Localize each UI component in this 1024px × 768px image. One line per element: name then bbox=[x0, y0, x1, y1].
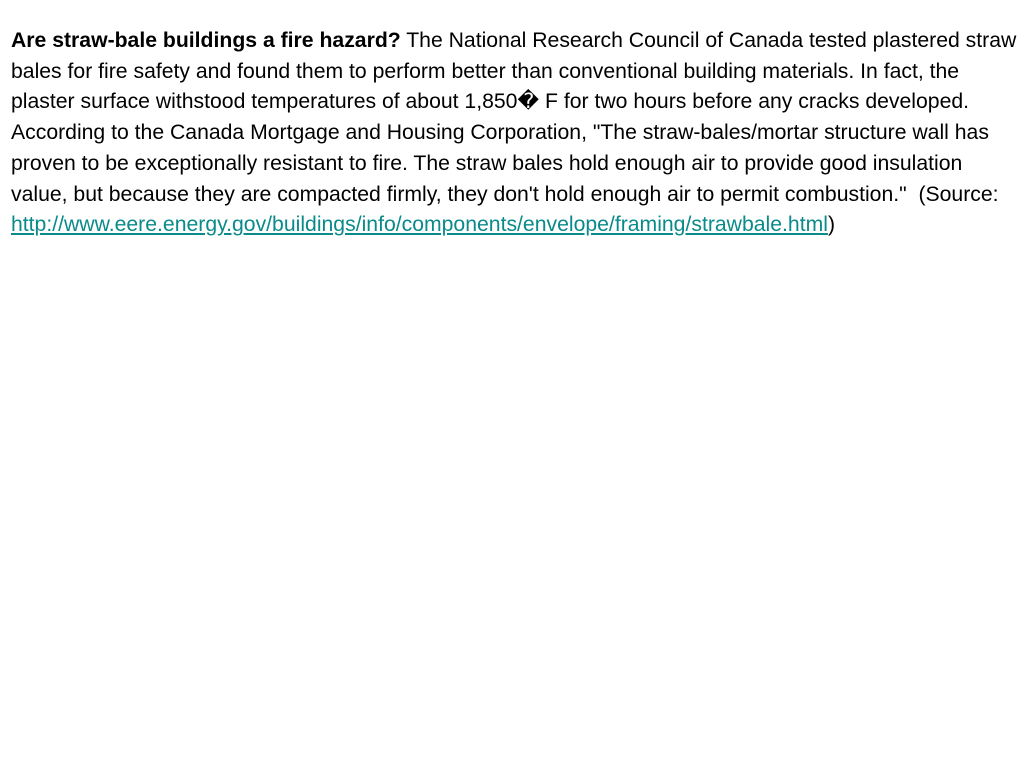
question-heading: Are straw-bale buildings a fire hazard? bbox=[11, 29, 401, 52]
source-prefix: (Source: bbox=[918, 182, 999, 206]
slide-content bbox=[11, 26, 1021, 241]
source-link[interactable]: http://www.eere.energy.gov/buildings/info/components/envelope/framing/strawbale.html bbox=[11, 213, 828, 237]
source-suffix: ) bbox=[827, 213, 836, 237]
fire-hazard-paragraph bbox=[11, 26, 1021, 241]
answer-text: The National Research Council of Canada tested plastered straw bales for fire safety and found them to perform better than conventional building materials. In fact, the plaster surface withstood temperatures of about 1,850� F for two hours before any cracks developed. According to the Canada Mortgage and Housing Corporation, "The straw-bales/mortar structure wall has proven to be exceptionally resistant to fire. The straw bales hold enough air to provide good insulation value, but because they are compacted firmly, they don't hold enough air to permit combustion." bbox=[11, 29, 1017, 206]
